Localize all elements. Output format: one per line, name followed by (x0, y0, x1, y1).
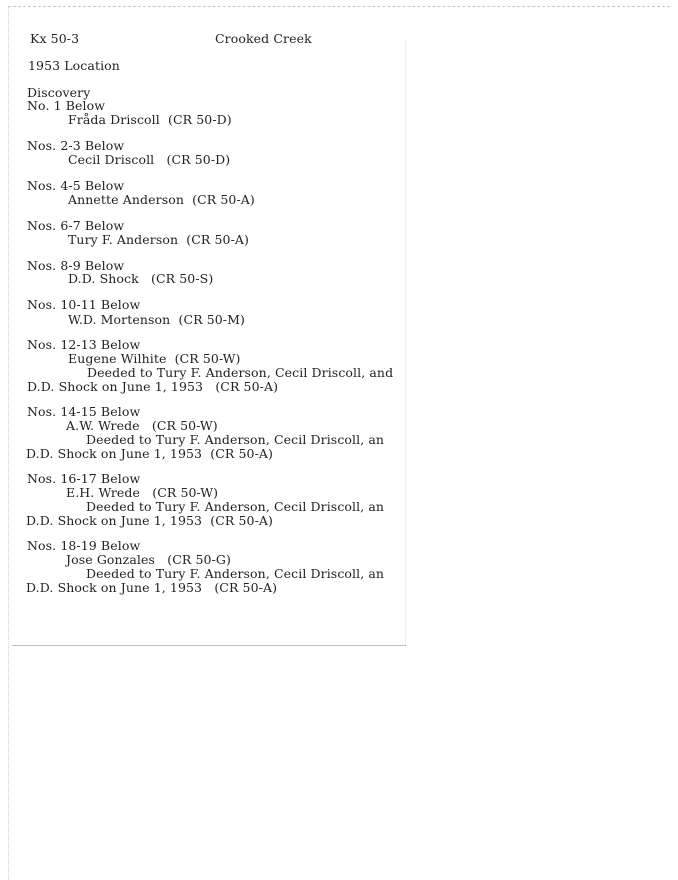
claim-label: Nos. 6-7 Below (27, 218, 125, 233)
claim-deed-line: Deeded to Tury F. Anderson, Cecil Driscoll, an (86, 499, 385, 514)
page-left-edge (8, 6, 9, 880)
claim-deed-line: Deeded to Tury F. Anderson, Cecil Driscoll, and (87, 365, 394, 380)
document-title: Crooked Creek (215, 31, 312, 46)
claim-owner: Jose Gonzales (CR 50-G) (66, 552, 231, 567)
claim-label: Nos. 14-15 Below (27, 404, 141, 419)
claim-owner: W.D. Mortenson (CR 50-M) (68, 312, 245, 327)
claim-label: Nos. 12-13 Below (27, 337, 141, 352)
discovery-label: Discovery (27, 85, 91, 100)
claim-label: No. 1 Below (27, 98, 106, 113)
claim-owner: Tury F. Anderson (CR 50-A) (68, 232, 250, 247)
claim-label: Nos. 18-19 Below (27, 538, 141, 553)
claim-deed-line: D.D. Shock on June 1, 1953 (CR 50-A) (26, 513, 274, 528)
claim-deed-line: D.D. Shock on June 1, 1953 (CR 50-A) (26, 580, 278, 595)
claim-owner: A.W. Wrede (CR 50-W) (66, 418, 218, 433)
claim-owner: Eugene Wilhite (CR 50-W) (68, 351, 241, 366)
claim-label: Nos. 4-5 Below (27, 178, 125, 193)
claim-label: Nos. 2-3 Below (27, 138, 125, 153)
claim-deed-line: D.D. Shock on June 1, 1953 (CR 50-A) (26, 446, 274, 461)
claim-owner: Fråda Driscoll (CR 50-D) (68, 112, 232, 127)
claim-owner: Annette Anderson (CR 50-A) (68, 192, 255, 207)
card-right-edge (405, 40, 406, 645)
claim-label: Nos. 10-11 Below (27, 297, 141, 312)
claim-deed-line: Deeded to Tury F. Anderson, Cecil Driscoll, an (86, 432, 385, 447)
location-heading: 1953 Location (28, 58, 120, 73)
page-top-edge (8, 6, 670, 7)
claim-owner: D.D. Shock (CR 50-S) (68, 271, 214, 286)
claim-label: Nos. 8-9 Below (27, 258, 125, 273)
file-number: Kx 50-3 (30, 31, 80, 46)
claim-deed-line: Deeded to Tury F. Anderson, Cecil Driscoll, an (86, 566, 385, 581)
claim-deed-line: D.D. Shock on June 1, 1953 (CR 50-A) (27, 379, 279, 394)
claim-owner: Cecil Driscoll (CR 50-D) (68, 152, 231, 167)
claim-label: Nos. 16-17 Below (27, 471, 141, 486)
card-bottom-edge (12, 645, 406, 646)
claim-owner: E.H. Wrede (CR 50-W) (66, 485, 219, 500)
